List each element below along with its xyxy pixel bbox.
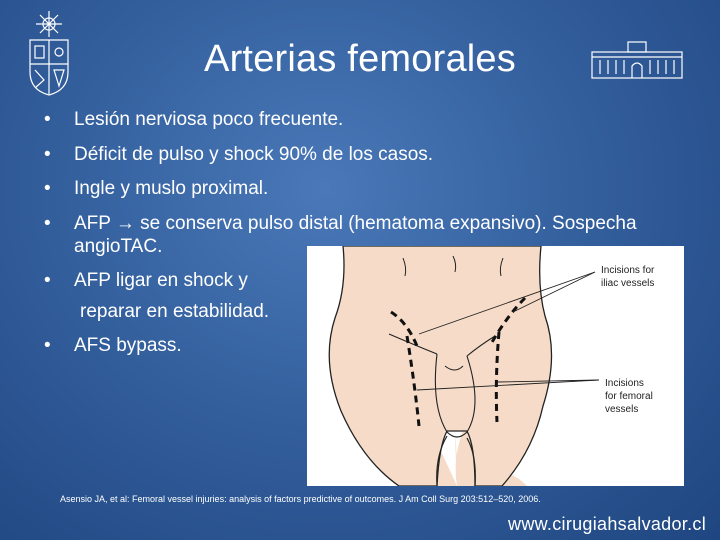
bullet-item: [40, 177, 680, 200]
bullet-text: AFP → se conserva pulso distal (hematoma expansivo). Sospecha angioTAC.: [74, 212, 637, 257]
bullet-dot: •: [44, 270, 51, 291]
bullet-dot: •: [44, 212, 51, 234]
citation-reference: Asensio JA, et al: Femoral vessel injuries: analysis of factors predictive of outcomes. J Am Coll Surg 203:512–520, 2006.: [60, 494, 541, 504]
bullet-text: Déficit de pulso y shock 90% de los casos.: [74, 143, 434, 165]
label-iliac-line2: iliac vessels: [601, 278, 655, 289]
bullet-dot: •: [44, 143, 51, 165]
bullet-item: [40, 108, 680, 131]
bullet-text: Lesión nerviosa poco frecuente.: [74, 109, 344, 130]
bullet-dot: •: [44, 178, 51, 199]
label-femoral-line2: for femoral: [605, 391, 653, 402]
bullet-item: [40, 143, 680, 166]
label-femoral-line3: vessels: [605, 404, 639, 415]
bullet-text: AFS bypass.: [74, 335, 182, 356]
anatomy-illustration: [307, 246, 684, 486]
bullet-dot: •: [44, 335, 51, 356]
bullet-dot: •: [44, 109, 51, 130]
bullet-text: reparar en estabilidad.: [80, 300, 270, 322]
label-femoral-line1: Incisions: [605, 378, 644, 389]
bullet-text: Ingle y muslo proximal.: [74, 178, 269, 199]
slide-title: Arterias femorales: [204, 38, 516, 80]
website-link[interactable]: www.cirugiahsalvador.cl: [508, 514, 706, 534]
label-iliac-line1: Incisions for: [601, 265, 655, 276]
bullet-text: AFP ligar en shock y: [74, 270, 248, 291]
